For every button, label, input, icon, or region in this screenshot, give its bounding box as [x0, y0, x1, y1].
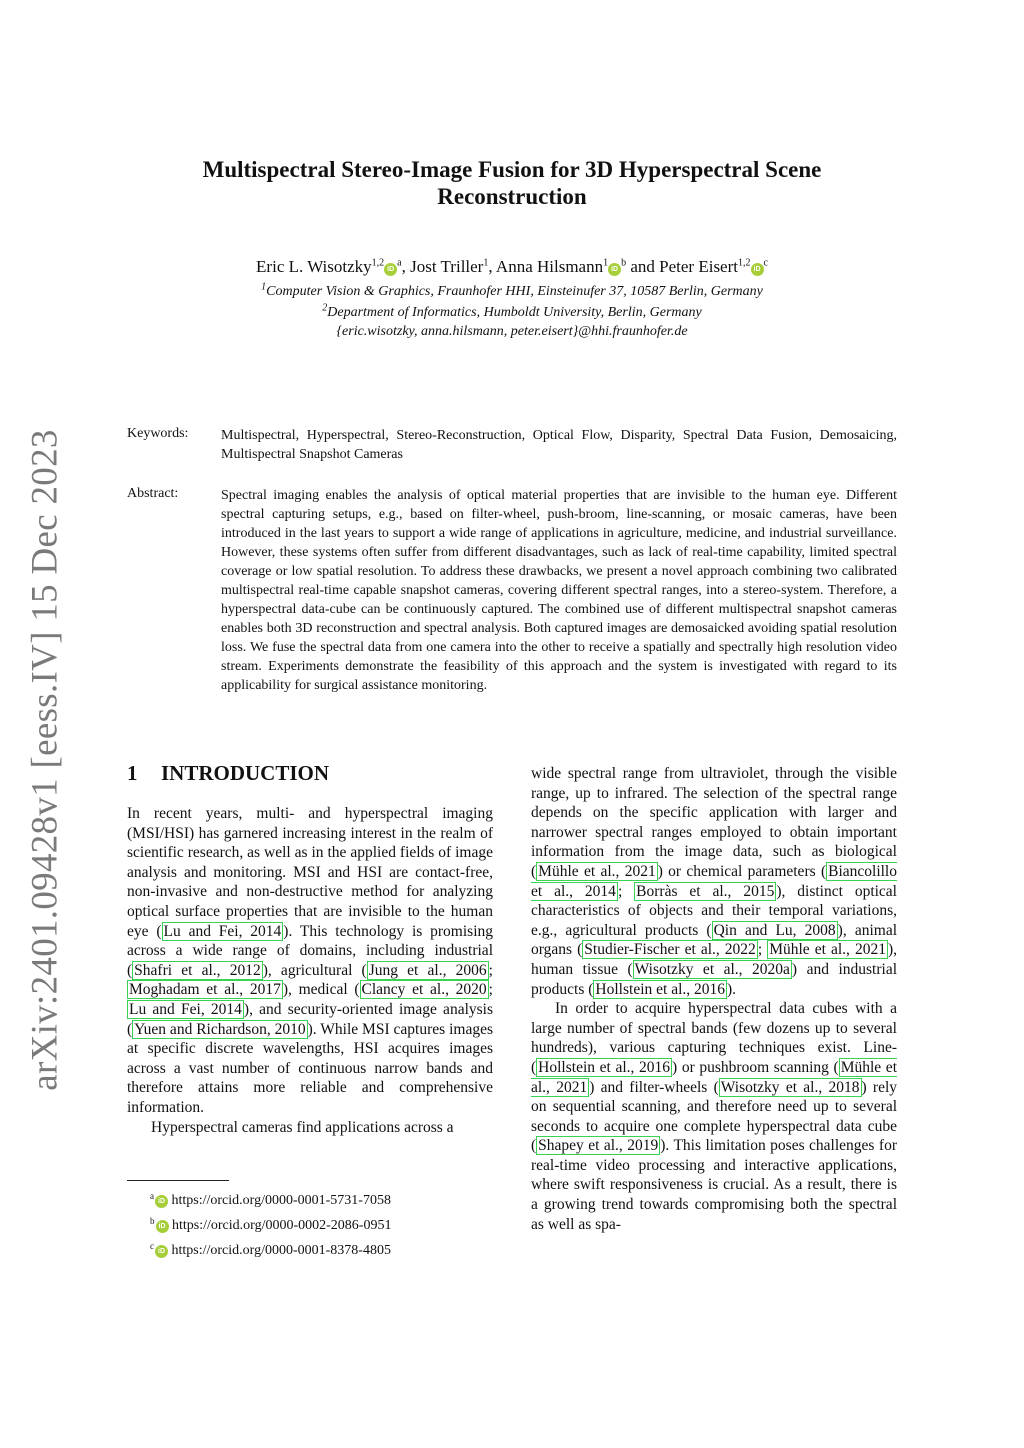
affiliation-sup: 1 [261, 281, 267, 293]
author-affil-sup: 1 [483, 257, 489, 269]
author-list: Eric L. $Wisotzky^{1,2}iD^a$, Jost Triller$^1$, Anna $Hilsmann^1iD^b$ and Peter $Eisert^{1,2}iD^c$ [256, 257, 768, 276]
author-name: Jost Triller [410, 257, 484, 276]
citation-link[interactable]: Mühle et al., 2021 [538, 862, 656, 880]
text-run: ; [757, 941, 768, 959]
orcid-icon[interactable]: iD [751, 263, 764, 276]
citation-link[interactable]: Moghadam et al., 2017 [129, 981, 281, 999]
footnote-mark: a [397, 257, 402, 269]
text-run: ). [727, 980, 737, 998]
footnote-mark: b [621, 257, 627, 269]
orcid-link[interactable]: https://orcid.org/0000-0001-8378-4805 [171, 1243, 391, 1258]
text-run: In order to acquire hyperspectral data cubes with a large number of spectral bands (few dozens up to several hundreds), various capturing techniques exist. Line- ( [531, 1000, 897, 1076]
citation-link[interactable]: Jung et al., 2006 [368, 961, 487, 979]
orcid-link[interactable]: https://orcid.org/0000-0002-2086-0951 [172, 1218, 392, 1233]
citation-link[interactable]: Lu and Fei, 2014 [163, 922, 282, 940]
affiliation-sup: 2 [322, 302, 328, 314]
author-affil-sup: 1,2 [738, 257, 751, 269]
text-run: ), agricultural ( [262, 961, 367, 979]
text-run: ). This limitation poses challenges for real-time video processing and interactive applications, where swift responsiveness is crucial. As a result, there is a growing trend towards compromising both the spectral as well as spa- [531, 1137, 897, 1233]
text-run: In recent years, multi- and hyperspectral imaging (MSI/HSI) has garnered increasing interest in the realm of scientific research, as well as in the applied fields of image analysis and monitoring. MSI and HSI are contact-free, non-invasive and non-destructive method for analyzing optical surface properties that are invisible to the human eye ( [127, 805, 493, 940]
intro-paragraph-4 [531, 999, 897, 1234]
abstract-label: Abstract: [127, 486, 179, 501]
citation-link[interactable]: Wisotzky et al., 2018 [720, 1078, 860, 1096]
citation-link[interactable]: Yuen and Richardson, 2010 [134, 1020, 306, 1038]
citation-link[interactable]: Mühle et al., 2021 [769, 941, 886, 959]
citation-link[interactable]: Studier-Fischer et al., 2022 [584, 941, 756, 959]
text-run: ). This technology is promising across a wide range of domains, including industrial ( [127, 922, 494, 979]
section-title: INTRODUCTION [161, 761, 330, 785]
author-name: Eric L. Wisotzky [256, 257, 372, 276]
arxiv-stamp-text: arXiv:2401.09428v1 [eess.IV] 15 Dec 2023 [24, 429, 66, 1091]
affiliation-text: Computer Vision & Graphics, Fraunhofer HHI, Einsteinufer 37, 10587 Berlin, Germany [266, 284, 763, 299]
footnotes [150, 1186, 391, 1261]
text-run: ). While MSI captures images at specific discrete wavelengths, HSI acquires images across a vast number of continuous narrow bands and therefore attains more reliable and comprehensive information. [127, 1020, 493, 1116]
footnote-mark: c [763, 257, 768, 269]
author-affil-sup: 1 [603, 257, 609, 269]
citation-link[interactable]: Clancy et al., 2020 [361, 981, 487, 999]
text-run: ) or pushbroom scanning ( [672, 1058, 839, 1076]
author-name: Peter Eisert [659, 257, 738, 276]
text-run: ) and filter-wheels ( [589, 1078, 719, 1096]
citation-link[interactable]: Shapey et al., 2019 [538, 1137, 659, 1155]
keywords-label: Keywords: [127, 426, 189, 441]
orcid-icon[interactable]: iD [608, 263, 621, 276]
citation-link[interactable]: Qin and Lu, 2008 [713, 921, 836, 939]
text-run: ), and security-oriented image analysis ( [127, 1000, 493, 1038]
footnote-mark: b [150, 1216, 155, 1226]
text-run: ) rely on sequential scanning, and therefore need up to several seconds to acquire one complete hyperspectral data cube ( [531, 1078, 898, 1155]
citation-link[interactable]: Mühle et al., 2021 [531, 1058, 897, 1096]
text-run: ), animal organs ( [531, 921, 898, 959]
text-run: ) and industrial products ( [531, 960, 897, 998]
citation-link[interactable]: Borràs et al., 2015 [636, 882, 775, 900]
column-right [531, 764, 897, 1234]
author-conjunction: and [630, 257, 655, 276]
author-affil-sup: 1,2 [371, 257, 385, 269]
author-name: Anna Hilsmann [495, 257, 604, 276]
affiliation-2 [130, 304, 894, 322]
paper-title: Multispectral Stereo-Image Fusion for 3D Hyperspectral Scene Reconstruction [202, 157, 822, 209]
affiliation-text: Department of Informatics, Humboldt University, Berlin, Germany [327, 305, 702, 320]
citation-link[interactable]: Shafri et al., 2012 [134, 961, 261, 979]
text-run: ; [488, 961, 493, 979]
text-run: ), medical ( [282, 981, 360, 999]
citation-link[interactable]: Hollstein et al., 2016 [595, 980, 725, 998]
text-run: ; [617, 882, 635, 900]
citation-link[interactable]: Wisotzky et al., 2020a [634, 960, 790, 978]
section-heading [127, 761, 329, 786]
orcid-icon: iD [156, 1220, 169, 1233]
footnote-item [150, 1186, 391, 1211]
text-run: ), human tissue ( [531, 941, 897, 978]
text-run: ) or chemical parameters ( [657, 862, 827, 880]
orcid-link[interactable]: https://orcid.org/0000-0001-5731-7058 [171, 1193, 391, 1208]
footnote-mark: c [150, 1241, 154, 1251]
citation-link[interactable]: Biancolillo et al., 2014 [531, 862, 897, 900]
intro-paragraph-1 [127, 804, 493, 1118]
footnote-item [150, 1236, 391, 1261]
footnote-mark: a [150, 1191, 154, 1201]
footnote-divider [127, 1180, 229, 1181]
intro-paragraph-3 [531, 764, 897, 999]
column-left [127, 804, 493, 1137]
section-number: 1 [127, 761, 138, 785]
orcid-icon[interactable]: iD [384, 263, 397, 276]
orcid-icon: iD [155, 1195, 168, 1208]
orcid-icon: iD [155, 1245, 168, 1258]
intro-paragraph-2: Hyperspectral cameras find applications across a [151, 1118, 454, 1136]
text-run: wide spectral range from ultraviolet, through the visible range, up to infrared. The selection of the spectral range depends on the specific application with larger and narrower spectral ranges employed to obtain important information from the image data, such as biological ( [531, 765, 897, 880]
abstract-text: Spectral imaging enables the analysis of optical material properties that are invisible to the human eye. Different spectral capturing setups, e.g., based on filter-wheel, push-broom, line-scanning, or mosaic cameras, have been introduced in the last years to support a wide range of applications in agriculture, medicine, and industrial surveillance. However, these systems often suffer from different disadvantages, such as lack of real-time capability, limited spectral coverage or low spatial resolution. To address these drawbacks, we present a novel approach combining two calibrated multispectral real-time capable snapshot cameras, covering different spectral ranges, into a stereo-system. Therefore, a hyperspectral data-cube can be continuously captured. The combined use of different multispectral snapshot cameras enables both 3D reconstruction and spectral analysis. Both captured images are demosaicked avoiding spatial resolution loss. We fuse the spectral data from one camera into the other to receive a spatially and spectrally high resolution video stream. Experiments demonstrate the feasibility of this approach and the system is investigated with regard to its applicability for surgical assistance monitoring. [221, 488, 897, 693]
affiliation-1 [130, 283, 894, 301]
footnote-item [150, 1211, 391, 1236]
citation-link[interactable]: Hollstein et al., 2016 [538, 1058, 671, 1076]
text-run: ), distinct optical characteristics of objects and their temporal variations, e.g., agricultural products ( [531, 882, 897, 939]
email-line: {eric.wisotzky, anna.hilsmann, peter.eisert}@hhi.fraunhofer.de [336, 324, 688, 339]
keywords-text: Multispectral, Hyperspectral, Stereo-Reconstruction, Optical Flow, Disparity, Spectral Data Fusion, Demosaicing, Multispectral Snapshot Cameras [221, 428, 897, 462]
citation-link[interactable]: Lu and Fei, 2014 [129, 1000, 242, 1018]
text-run: ; [488, 981, 493, 999]
arxiv-stamp [20, 429, 70, 1091]
